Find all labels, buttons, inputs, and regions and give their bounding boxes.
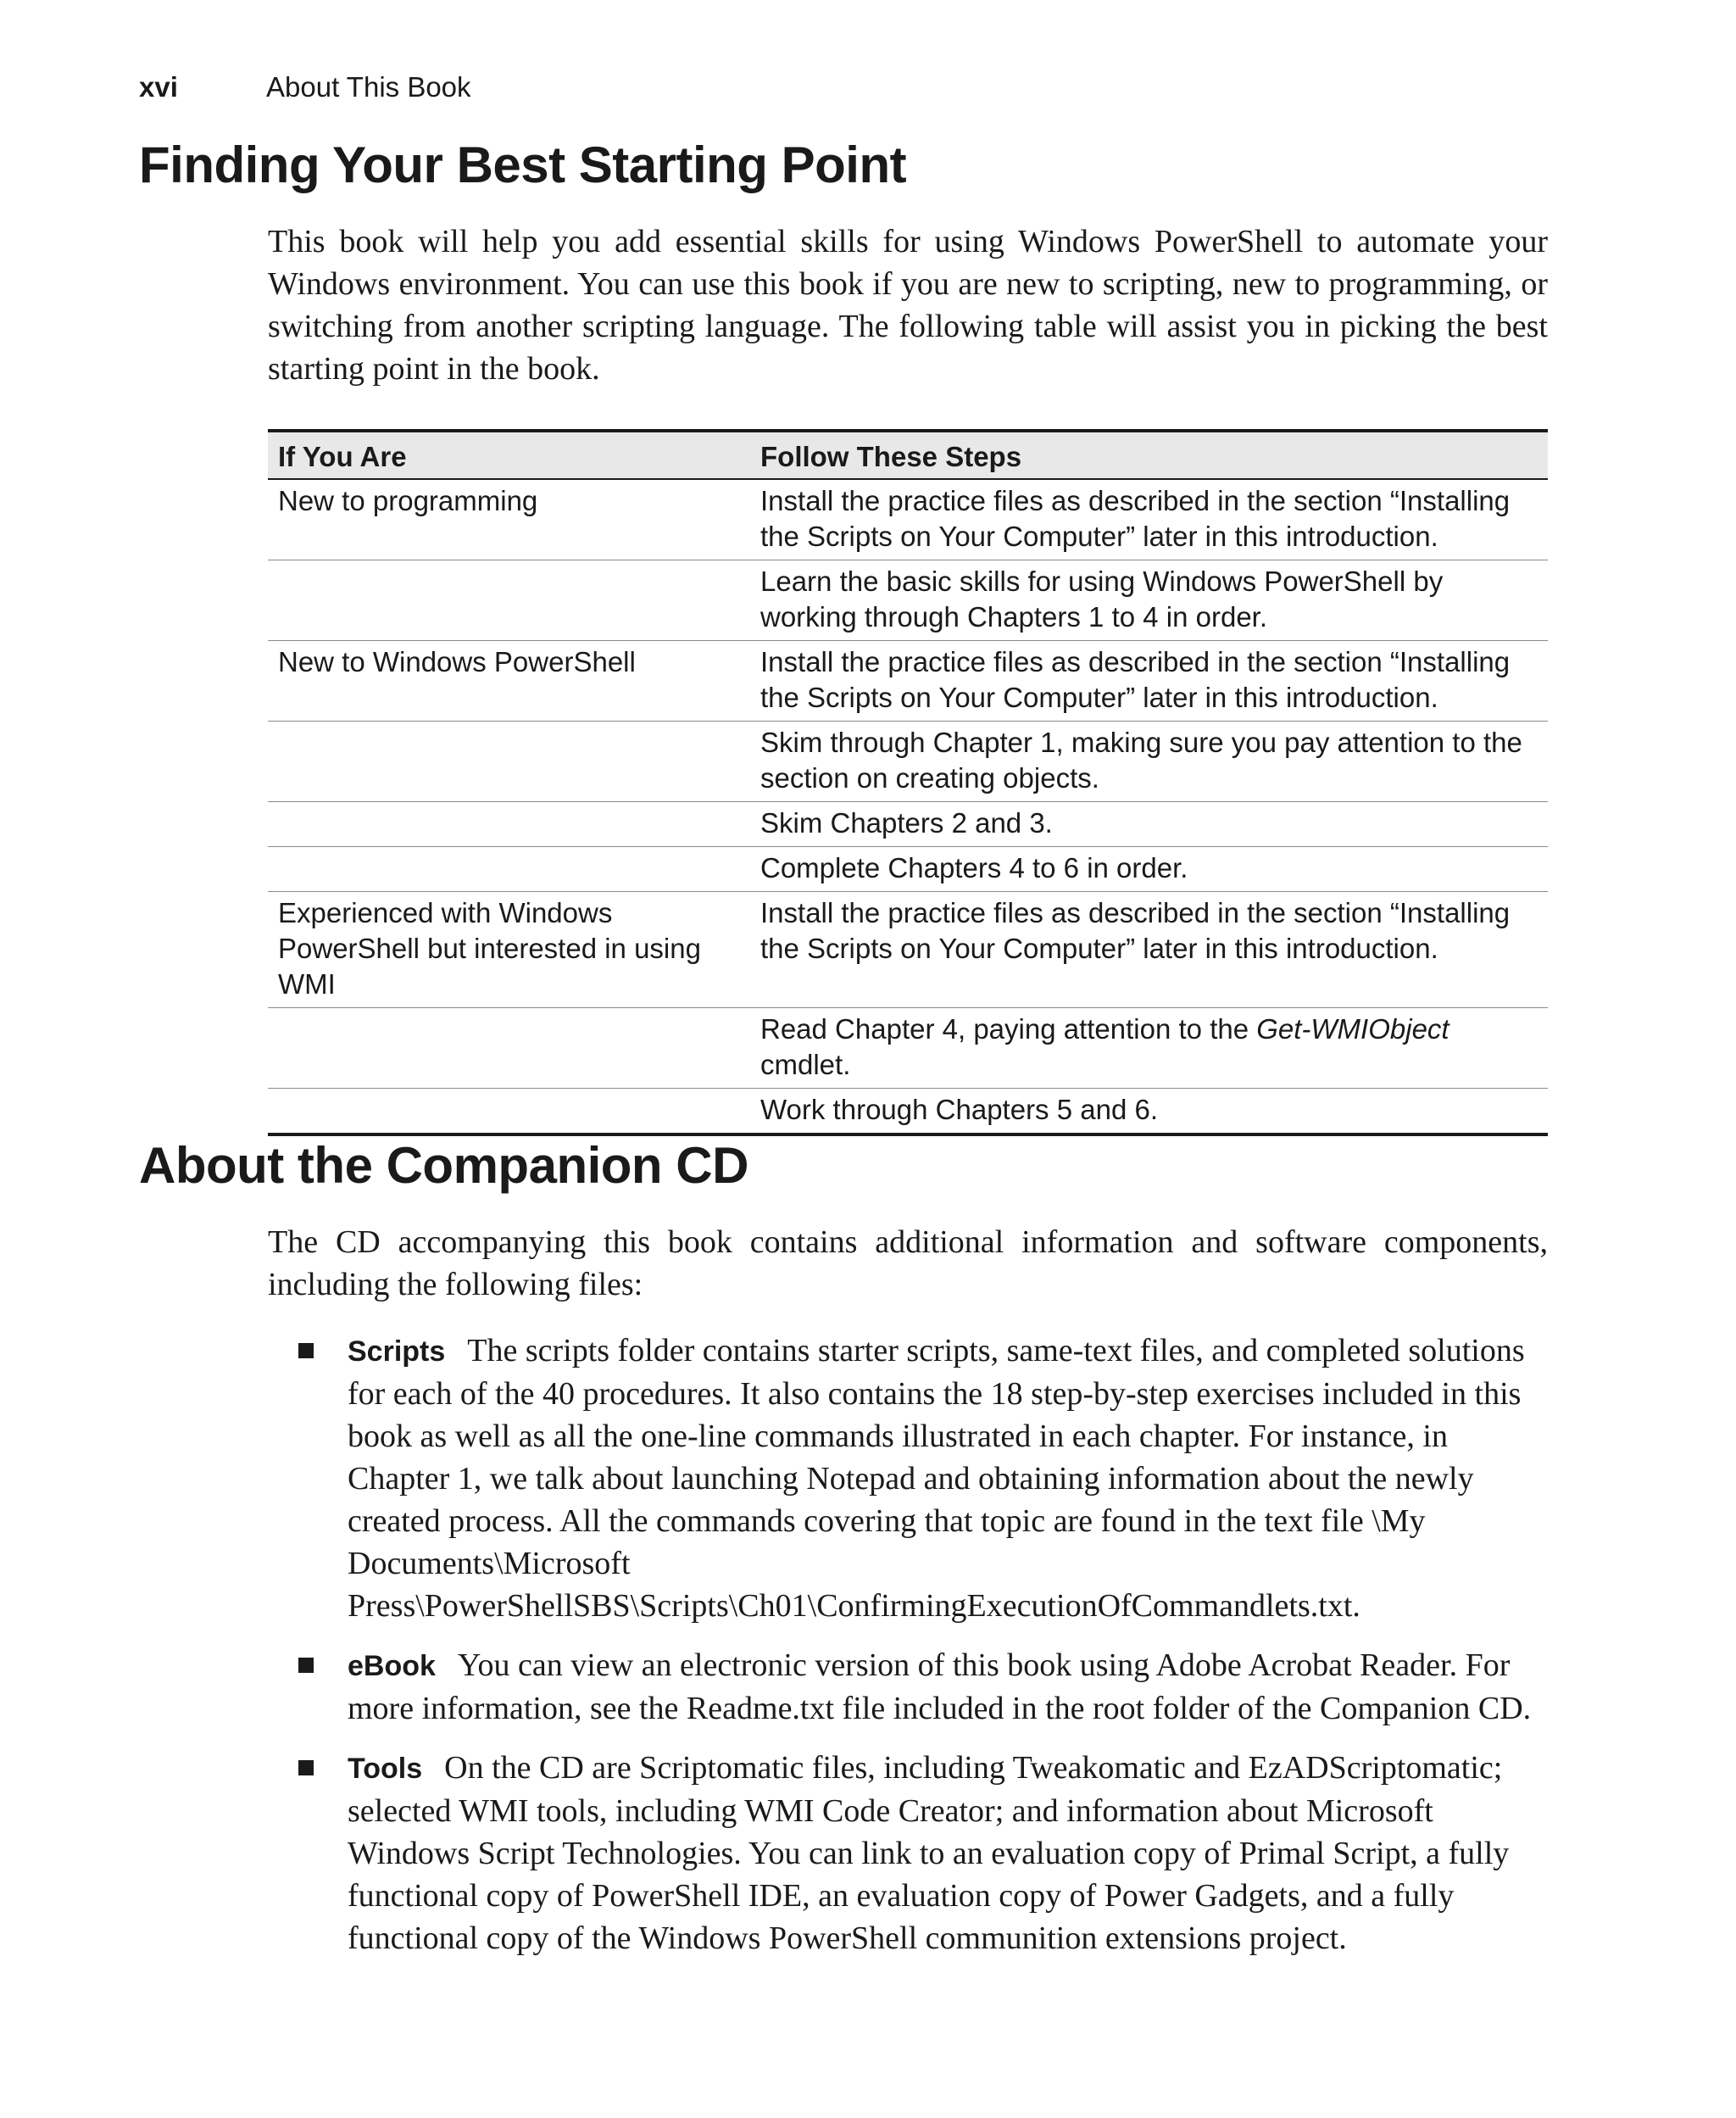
table-row (268, 1089, 1548, 1135)
table-row (268, 802, 1548, 847)
list-item (268, 1644, 1548, 1730)
table-cell (268, 802, 750, 847)
table-cell: Install the practice files as described in the section “Installing the Scripts on Your Computer” later in this introduction. (750, 479, 1548, 560)
table-row (268, 479, 1548, 560)
list-item (268, 1747, 1548, 1959)
intro-paragraph: This book will help you add essential skills for using Windows PowerShell to automate your Windows environment. You can use this book if you are new to scripting, new to programming, or switching from another scripting language. The following table will assist you in picking the best starting point in the book. (268, 224, 1548, 387)
square-bullet-icon (298, 1343, 314, 1358)
list-item-term: Tools (348, 1753, 423, 1785)
list-item-text: You can view an electronic version of this book using Adobe Acrobat Reader. For more information, see the Readme.txt file included in the root folder of the Companion CD. (348, 1647, 1532, 1726)
running-head (139, 71, 471, 103)
cmdlet-name: Get-WMIObject (1256, 1013, 1449, 1045)
table-cell-text: cmdlet. (760, 1049, 851, 1080)
table-cell (268, 1008, 750, 1089)
list-item-term: eBook (348, 1650, 436, 1682)
table-cell: Work through Chapters 5 and 6. (760, 1094, 1158, 1125)
running-head-title: About This Book (266, 71, 471, 103)
table-cell-text: Read Chapter 4, paying attention to the (760, 1013, 1257, 1045)
table-cell (750, 1008, 1548, 1089)
cd-intro-paragraph: The CD accompanying this book contains additional information and software components, including the following files: (268, 1224, 1548, 1302)
starting-point-table (268, 429, 1548, 1136)
table-row (268, 847, 1548, 892)
table-row (268, 722, 1548, 802)
table-row (268, 1008, 1548, 1089)
table-cell (268, 847, 750, 892)
list-item (268, 1329, 1548, 1627)
table-cell (268, 1089, 750, 1135)
square-bullet-icon (298, 1658, 314, 1673)
table-header-cell: If You Are (268, 431, 750, 479)
table-header-row (268, 431, 1548, 479)
table-cell: Skim through Chapter 1, making sure you pay attention to the section on creating objects. (750, 722, 1548, 802)
table-header-cell: Follow These Steps (750, 431, 1548, 479)
table-cell (268, 560, 750, 641)
table-row (268, 641, 1548, 722)
list-item-text: The scripts folder contains starter scripts, same-text files, and completed solutions for each of the 40 procedures. It also contains the 18 step-by-step exercises included in this book as well as all the one-line commands illustrated in each chapter. For instance, in Chapter 1, we talk about launching Notepad and obtaining information about the newly created process. All the commands covering that topic are found in the text file \My Documents\Microsoft Press\PowerShellSBS\Scripts\Ch01\ConfirmingExecutionOfCommandlets.txt. (348, 1333, 1525, 1624)
table-cell: Skim Chapters 2 and 3. (750, 802, 1548, 847)
table-cell: Learn the basic skills for using Windows PowerShell by working through Chapters 1 to 4 in order. (750, 560, 1548, 641)
table-cell: Complete Chapters 4 to 6 in order. (750, 847, 1548, 892)
table-cell: Experienced with Windows PowerShell but interested in using WMI (268, 892, 750, 1008)
square-bullet-icon (298, 1760, 314, 1775)
list-item-text: On the CD are Scriptomatic files, including Tweakomatic and EzADScriptomatic; selected WMI tools, including WMI Code Creator; and information about Microsoft Windows Script Technologies. You can link to an evaluation copy of Primal Script, a fully functional copy of PowerShell IDE, an evaluation copy of Power Gadgets, and a fully functional copy of the Windows PowerShell communition extensions project. (348, 1750, 1510, 1956)
table-cell: New to programming (268, 479, 750, 560)
table-row (268, 892, 1548, 1008)
heading-finding-starting-point: Finding Your Best Starting Point (139, 137, 907, 193)
heading-companion-cd: About the Companion CD (139, 1137, 748, 1194)
cd-contents-list (268, 1329, 1548, 1976)
table-cell (268, 722, 750, 802)
table-cell: New to Windows PowerShell (268, 641, 750, 722)
table-row (268, 560, 1548, 641)
list-item-term: Scripts (348, 1335, 446, 1368)
page-number: xvi (139, 71, 178, 103)
table-cell: Install the practice files as described in the section “Installing the Scripts on Your Computer” later in this introduction. (750, 892, 1548, 1008)
table-cell: Install the practice files as described in the section “Installing the Scripts on Your Computer” later in this introduction. (750, 641, 1548, 722)
